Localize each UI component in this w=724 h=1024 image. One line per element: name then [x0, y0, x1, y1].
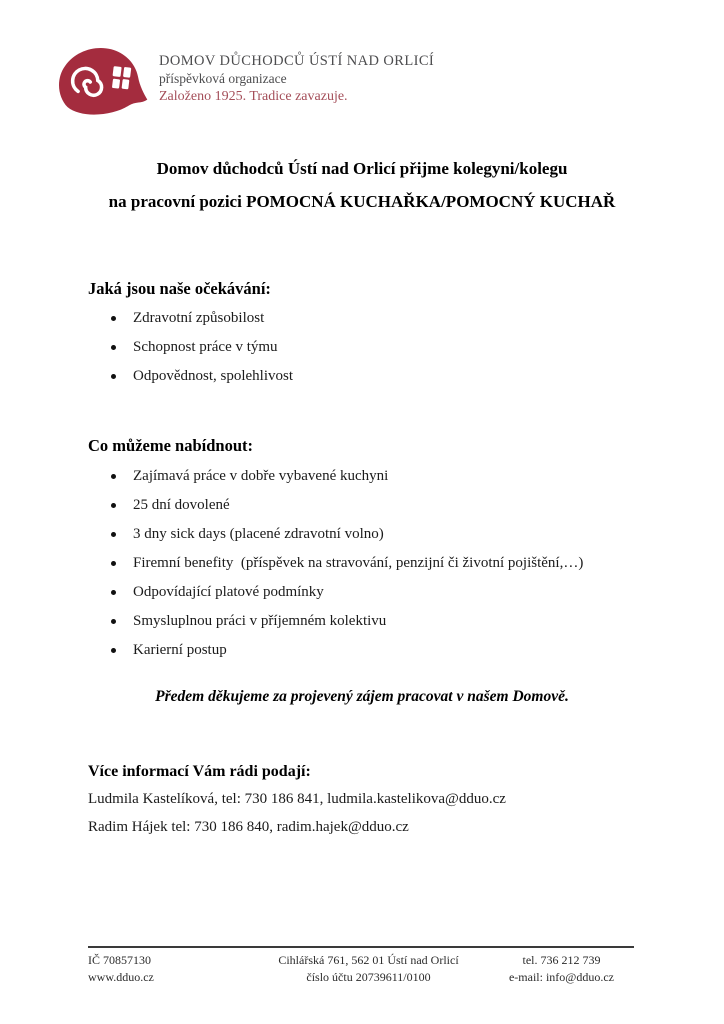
job-title-line1: Domov důchodců Ústí nad Orlicí přijme kolegyni/kolegu [156, 159, 568, 178]
org-tagline: Založeno 1925. Tradice zavazuje. [159, 89, 348, 104]
list-item [88, 524, 583, 544]
bullet-icon [111, 503, 116, 508]
bullet-icon [111, 532, 116, 537]
list-item-label: 3 dny sick days (placené zdravotní volno) [133, 526, 384, 542]
footer-column-right [489, 952, 634, 986]
bullet-icon [111, 619, 116, 624]
list-item [88, 611, 583, 631]
list-item-label: Odpovídající platové podmínky [133, 584, 324, 600]
list-item-label: Schopnost práce v týmu [133, 339, 278, 355]
list-item [88, 466, 583, 486]
offer-heading: Co můžeme nabídnout: [88, 436, 254, 455]
list-item-label: 25 dní dovolené [133, 497, 230, 513]
footer [88, 946, 634, 986]
contact-line: Radim Hájek tel: 730 186 840, radim.hajek@dduo.cz [88, 819, 409, 835]
bullet-icon [111, 345, 116, 350]
bullet-icon [111, 374, 116, 379]
footer-account-number: číslo účtu 20739611/0100 [306, 970, 431, 984]
contacts-heading: Více informací Vám rádi podají: [88, 763, 311, 780]
closing-note: Předem děkujeme za projevený zájem pracovat v našem Domově. [155, 688, 569, 705]
footer-email: e-mail: info@dduo.cz [508, 970, 615, 984]
footer-address: Cihlářská 761, 562 01 Ústí nad Orlicí [278, 953, 459, 967]
bullet-icon [111, 648, 116, 653]
footer-company-id: IČ 70857130 [88, 953, 151, 967]
list-item-label: Zdravotní způsobilost [133, 310, 265, 326]
expectations-list [88, 308, 293, 395]
job-title-line2: na pracovní pozici POMOCNÁ KUCHAŘKA/POMOCNÝ KUCHAŘ [108, 192, 616, 211]
list-item [88, 366, 293, 386]
bullet-icon [111, 590, 116, 595]
org-type: příspěvková organizace [159, 71, 287, 86]
logo-text [159, 30, 434, 106]
offer-list [88, 466, 583, 669]
list-item-label: Karierní postup [133, 642, 227, 658]
bullet-icon [111, 316, 116, 321]
list-item-label: Odpovědnost, spolehlivost [133, 368, 293, 384]
footer-phone: tel. 736 212 739 [522, 953, 601, 967]
footer-website: www.dduo.cz [88, 970, 154, 984]
list-item [88, 495, 583, 515]
list-item-label: Smysluplnou práci v příjemném kolektivu [133, 613, 387, 629]
list-item [88, 553, 583, 573]
list-item [88, 582, 583, 602]
contact-line: Ludmila Kastelíková, tel: 730 186 841, ludmila.kastelikova@dduo.cz [88, 791, 506, 807]
list-item-label: Firemní benefity (příspěvek na stravování, penzijní či životní pojištění,…) [133, 555, 584, 571]
bullet-icon [111, 561, 116, 566]
list-item [88, 337, 293, 357]
footer-column-center [248, 952, 489, 986]
logo-block [55, 30, 435, 130]
footer-column-left [88, 952, 248, 986]
list-item-label: Zajímavá práce v dobře vybavené kuchyni [133, 468, 389, 484]
expectations-heading: Jaká jsou naše očekávání: [88, 279, 271, 298]
bullet-icon [111, 474, 116, 479]
snail-logo-icon [55, 42, 149, 122]
job-title [0, 152, 724, 218]
list-item [88, 308, 293, 328]
list-item [88, 640, 583, 660]
org-name: DOMOV DŮCHODCŮ ÚSTÍ NAD ORLICÍ [159, 53, 435, 69]
